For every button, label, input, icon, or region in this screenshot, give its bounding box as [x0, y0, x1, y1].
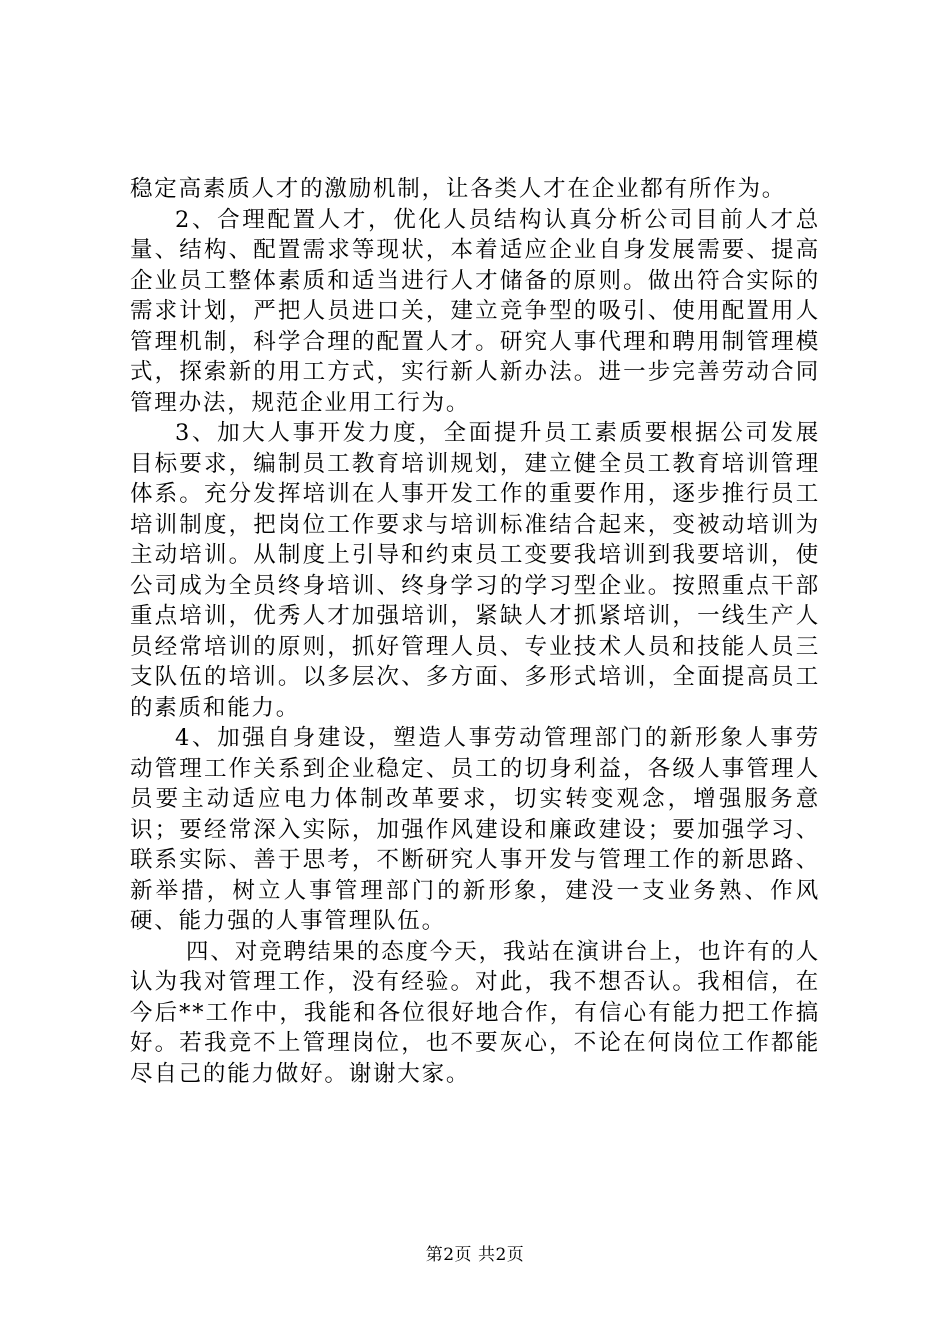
- paragraph-personnel-development: 3、加大人事开发力度，全面提升员工素质要根据公司发展目标要求，编制员工教育培训规划，建立健全员工教育培训管理体系。充分发挥培训在人事开发工作的重要作用，逐步推行员工培训制度，把岗位工作要求与培训标准结合起来，变被动培训为主动培训。从制度上引导和约束员工变要我培训到我要培训，使公司成为全员终身培训、终身学习的学习型企业。按照重点干部重点培训，优秀人才加强培训，紧缺人才抓紧培训，一线生产人员经常培训的原则，抓好管理人员、专业技术人员和技能人员三支队伍的培训。以多层次、多方面、多形式培训，全面提高员工的素质和能力。: [130, 420, 820, 721]
- paragraph-attitude: 四、对竞聘结果的态度今天，我站在演讲台上，也许有的人认为我对管理工作，没有经验。对此，我不想否认。我相信，在今后**工作中，我能和各位很好地合作，有信心有能力把工作搞好。若我竞不上管理岗位，也不要灰心，不论在何岗位工作都能尽自己的能力做好。谢谢大家。: [130, 938, 820, 1087]
- paragraph-talent-allocation: 2、合理配置人才，优化人员结构认真分析公司目前人才总量、结构、配置需求等现状，本着适应企业自身发展需要、提高企业员工整体素质和适当进行人才储备的原则。做出符合实际的需求计划，严把人员进口关，建立竞争型的吸引、使用配置用人管理机制，科学合理的配置人才。研究人事代理和聘用制管理模式，探索新的用工方式，实行新人新办法。进一步完善劳动合同管理办法，规范企业用工行为。: [130, 206, 820, 416]
- paragraph-continuation: 稳定高素质人才的激励机制，让各类人才在企业都有所作为。: [130, 176, 787, 202]
- page-number-footer: 第2页 共2页: [425, 1245, 525, 1265]
- paragraph-self-construction: 4、加强自身建设，塑造人事劳动管理部门的新形象人事劳动管理工作关系到企业稳定、员工的切身利益，各级人事管理人员要主动适应电力体制改革要求，切实转变观念，增强服务意识；要经常深入实际，加强作风建设和廉政建设；要加强学习、联系实际、善于思考，不断研究人事开发与管理工作的新思路、新举措，树立人事管理部门的新形象，建没一支业务熟、作风硬、能力强的人事管理队伍。: [130, 725, 820, 934]
- document-body: [130, 174, 820, 1089]
